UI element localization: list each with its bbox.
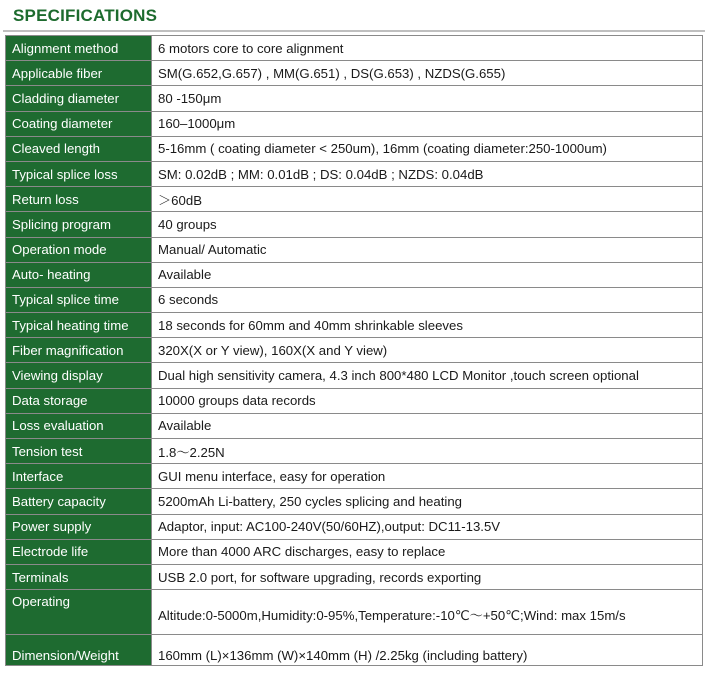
spec-label: Electrode life [6, 539, 152, 564]
table-row [6, 136, 703, 161]
spec-label: Operating [6, 590, 152, 635]
spec-value: Available [152, 413, 703, 438]
spec-label: Coating diameter [6, 111, 152, 136]
spec-label: Interface [6, 464, 152, 489]
spec-value: GUI menu interface, easy for operation [152, 464, 703, 489]
table-row [6, 635, 703, 666]
table-row [6, 86, 703, 111]
spec-value: 6 motors core to core alignment [152, 36, 703, 61]
spec-value: Available [152, 262, 703, 287]
table-row [6, 413, 703, 438]
table-row [6, 388, 703, 413]
spec-label: Typical heating time [6, 313, 152, 338]
spec-value: 160–1000μm [152, 111, 703, 136]
spec-value: Adaptor, input: AC100-240V(50/60HZ),output: DC11-13.5V [152, 514, 703, 539]
spec-value: 10000 groups data records [152, 388, 703, 413]
spec-value: 40 groups [152, 212, 703, 237]
spec-value: Altitude:0-5000m,Humidity:0-95%,Temperature:-10℃～+50℃;Wind: max 15m/s [152, 590, 703, 635]
spec-value: Dual high sensitivity camera, 4.3 inch 800*480 LCD Monitor ,touch screen optional [152, 363, 703, 388]
table-row [6, 338, 703, 363]
table-row [6, 590, 703, 635]
spec-value: More than 4000 ARC discharges, easy to replace [152, 539, 703, 564]
spec-value: SM: 0.02dB ; MM: 0.01dB ; DS: 0.04dB ; NZDS: 0.04dB [152, 161, 703, 186]
spec-value: 6 seconds [152, 287, 703, 312]
spec-value: 18 seconds for 60mm and 40mm shrinkable sleeves [152, 313, 703, 338]
table-row [6, 287, 703, 312]
spec-value: Manual/ Automatic [152, 237, 703, 262]
spec-value: 5-16mm ( coating diameter < 250um), 16mm (coating diameter:250-1000um) [152, 136, 703, 161]
spec-label: Power supply [6, 514, 152, 539]
spec-label: Tension test [6, 439, 152, 464]
spec-label: Dimension/Weight [6, 635, 152, 666]
spec-value: SM(G.652,G.657) , MM(G.651) , DS(G.653) , NZDS(G.655) [152, 61, 703, 86]
spec-value: 160mm (L)×136mm (W)×140mm (H) /2.25kg (including battery) [152, 635, 703, 666]
spec-label: Alignment method [6, 36, 152, 61]
spec-label: Viewing display [6, 363, 152, 388]
table-row [6, 237, 703, 262]
table-row [6, 212, 703, 237]
spec-label: Data storage [6, 388, 152, 413]
spec-label: Applicable fiber [6, 61, 152, 86]
table-row [6, 539, 703, 564]
spec-label: Typical splice time [6, 287, 152, 312]
specifications-table [5, 35, 703, 666]
spec-label: Cladding diameter [6, 86, 152, 111]
spec-label: Cleaved length [6, 136, 152, 161]
table-row [6, 111, 703, 136]
table-row [6, 464, 703, 489]
table-row [6, 313, 703, 338]
spec-value: ＞60dB [152, 187, 703, 212]
spec-value: 320X(X or Y view), 160X(X and Y view) [152, 338, 703, 363]
spec-label: Operation mode [6, 237, 152, 262]
table-row [6, 439, 703, 464]
spec-value: 5200mAh Li-battery, 250 cycles splicing and heating [152, 489, 703, 514]
table-row [6, 161, 703, 186]
spec-label: Loss evaluation [6, 413, 152, 438]
spec-label: Typical splice loss [6, 161, 152, 186]
page-title: SPECIFICATIONS [13, 6, 158, 25]
title-bar [3, 0, 705, 32]
table-row [6, 61, 703, 86]
spec-value: 80 -150μm [152, 86, 703, 111]
spec-label: Fiber magnification [6, 338, 152, 363]
table-row [6, 262, 703, 287]
table-row [6, 514, 703, 539]
table-row [6, 363, 703, 388]
spec-value: 1.8～2.25N [152, 439, 703, 464]
table-row [6, 489, 703, 514]
spec-value: USB 2.0 port, for software upgrading, records exporting [152, 564, 703, 589]
table-row [6, 36, 703, 61]
spec-label: Splicing program [6, 212, 152, 237]
table-row [6, 564, 703, 589]
spec-label: Auto- heating [6, 262, 152, 287]
spec-label: Terminals [6, 564, 152, 589]
spec-label: Return loss [6, 187, 152, 212]
spec-label: Battery capacity [6, 489, 152, 514]
table-row [6, 187, 703, 212]
